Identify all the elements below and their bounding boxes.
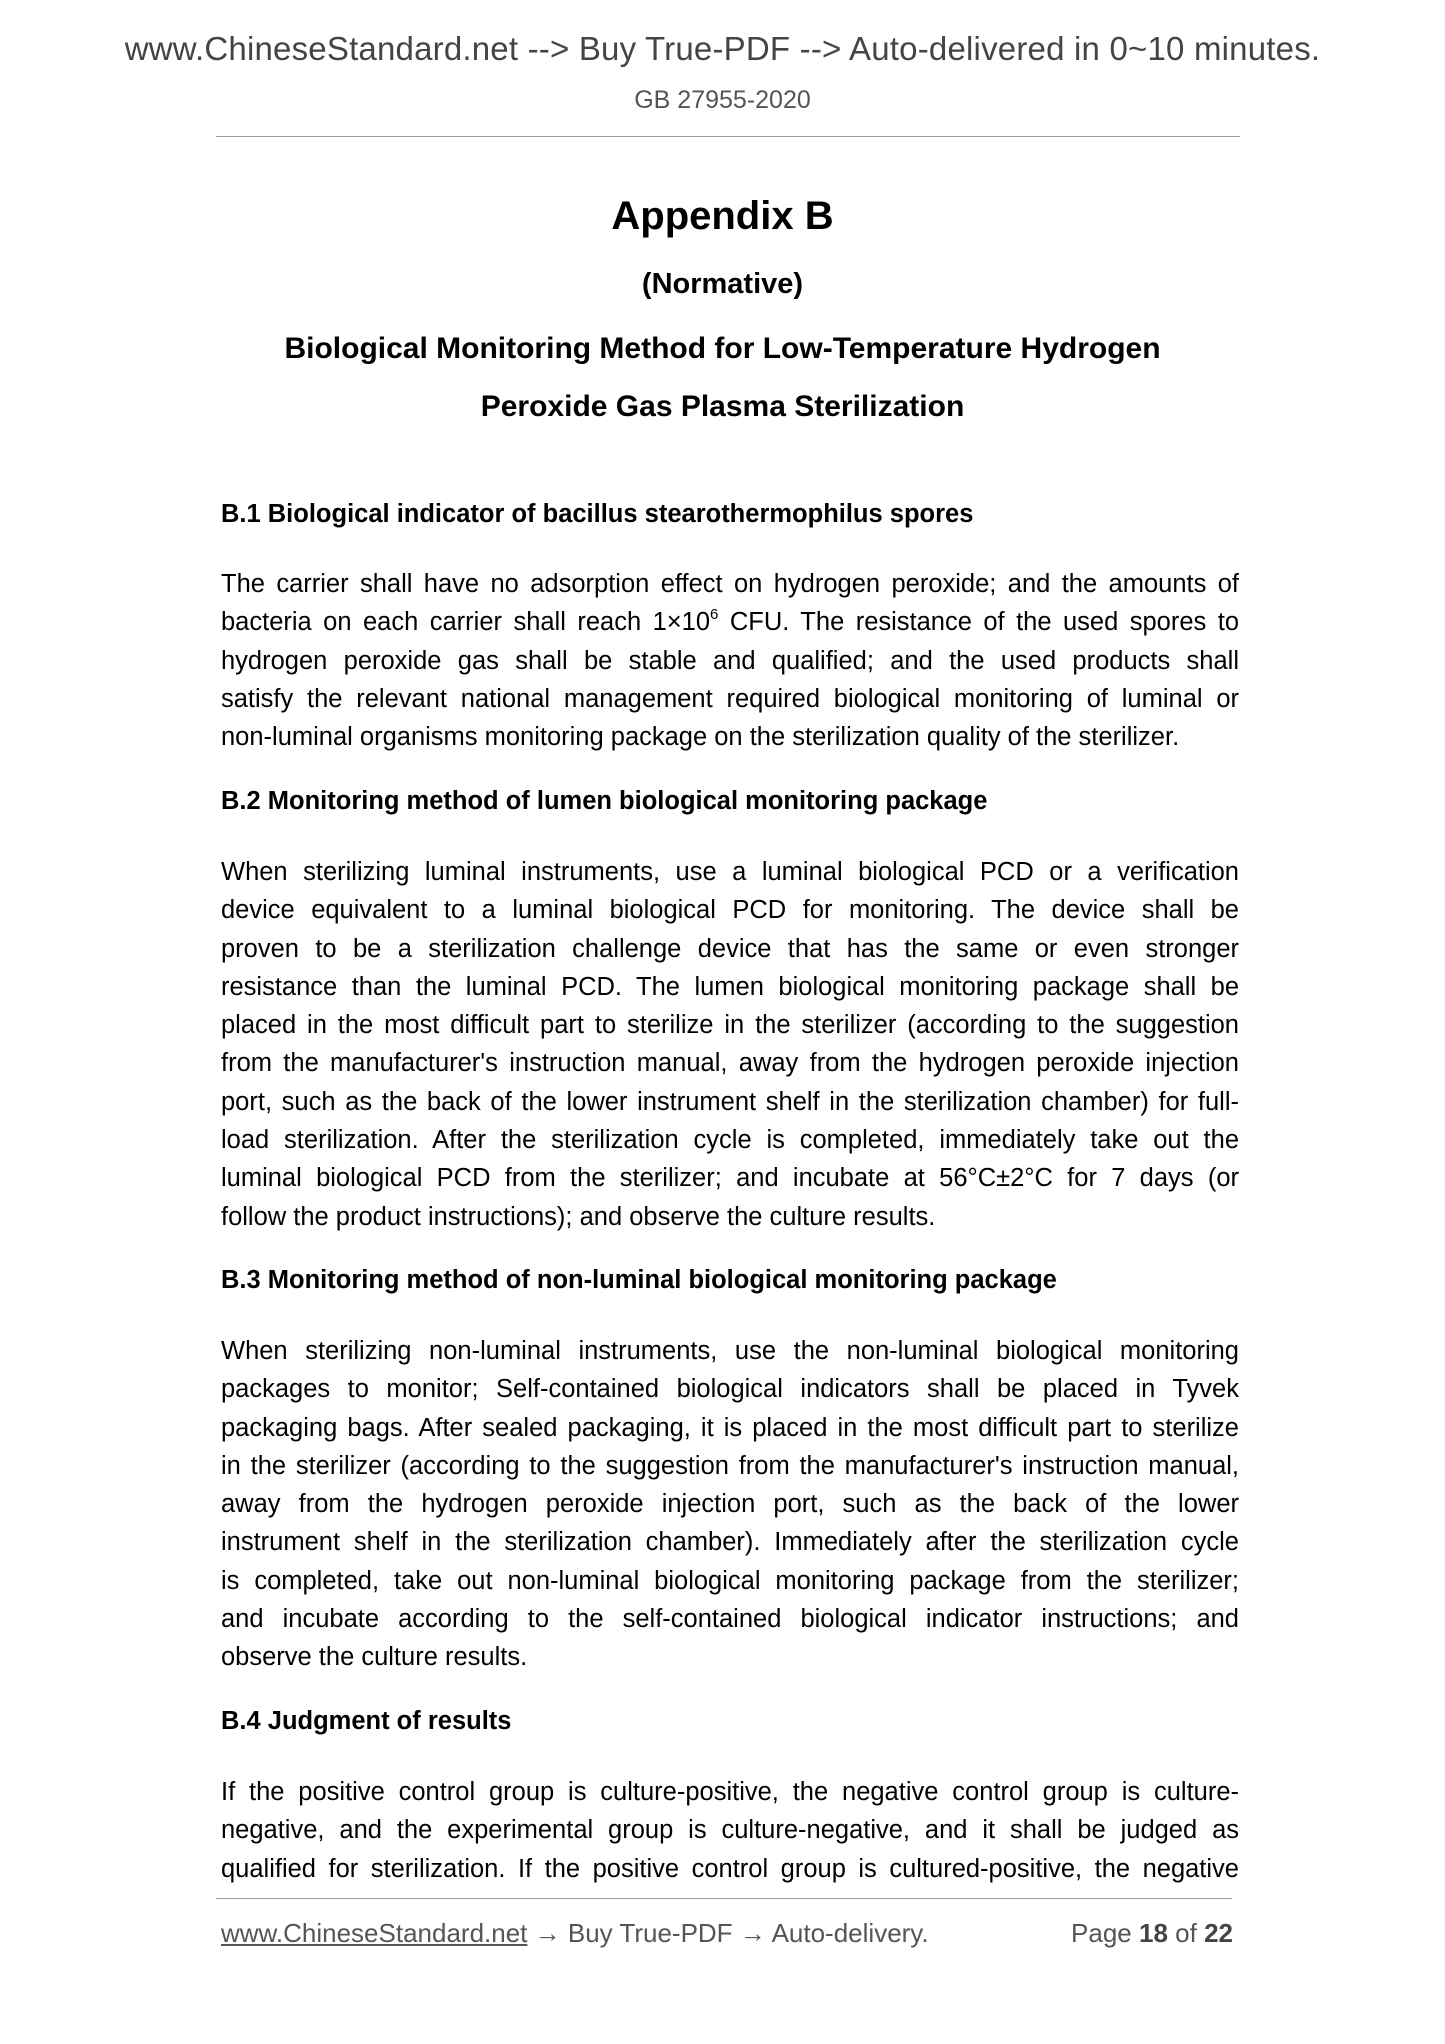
section-b1-body	[221, 565, 1239, 756]
appendix-main-title-line-2: Peroxide Gas Plasma Sterilization	[480, 390, 965, 423]
body-line: placed in the most difficult part to sterilize in the sterilizer (according to the suggestion	[221, 1011, 1239, 1040]
site-banner[interactable]: www.ChineseStandard.net --> Buy True-PDF --> Auto-delivered in 0~10 minutes.	[124, 30, 1321, 67]
body-line: When sterilizing luminal instruments, use a luminal biological PCD or a verification	[221, 858, 1239, 886]
body-line: If the positive control group is culture-positive, the negative control group is culture-	[221, 1778, 1239, 1806]
body-line: load sterilization. After the sterilization cycle is completed, immediately take out the	[221, 1126, 1239, 1155]
body-line: packages to monitor; Self-contained biological indicators shall be placed in Tyvek	[221, 1375, 1239, 1404]
body-line: in the sterilizer (according to the suggestion from the manufacturer's instruction manual,	[221, 1451, 1239, 1480]
body-line: non-luminal organisms monitoring package on the sterilization quality of the sterilizer.	[221, 723, 1180, 752]
section-b2-heading: B.2 Monitoring method of lumen biological monitoring package	[221, 787, 988, 815]
standard-code: GB 27955-2020	[634, 86, 811, 114]
page-indicator	[1071, 1918, 1233, 1949]
page-label: Page	[1071, 1918, 1132, 1948]
page-footer	[221, 1918, 1233, 1949]
exponent-superscript: 6	[710, 605, 719, 623]
appendix-main-title-line-1: Biological Monitoring Method for Low-Temperature Hydrogen	[284, 332, 1161, 365]
appendix-subtitle: (Normative)	[641, 268, 804, 300]
footer-site-link[interactable]: www.ChineseStandard.net	[221, 1918, 528, 1948]
body-line: negative, and the experimental group is culture-negative, and it shall be judged as	[221, 1816, 1239, 1845]
body-text-segment: bacteria on each carrier shall reach 1×10	[221, 608, 711, 637]
body-line: qualified for sterilization. If the positive control group is cultured-positive, the negative	[221, 1854, 1239, 1883]
appendix-title: Appendix B	[611, 194, 834, 238]
page-number: 18	[1139, 1918, 1168, 1948]
body-line: device equivalent to a luminal biological PCD for monitoring. The device shall be	[221, 896, 1239, 925]
body-line: luminal biological PCD from the sterilizer; and incubate at 56°C±2°C for 7 days (or	[221, 1164, 1239, 1193]
appendix-main-title	[0, 320, 1445, 436]
body-line: packaging bags. After sealed packaging, it is placed in the most difficult part to sterilize	[221, 1413, 1239, 1442]
section-b4-body	[221, 1773, 1239, 1888]
body-line: follow the product instructions); and observe the culture results.	[221, 1202, 936, 1231]
body-line: resistance than the luminal PCD. The lumen biological monitoring package shall be	[221, 972, 1239, 1001]
body-line: The carrier shall have no adsorption effect on hydrogen peroxide; and the amounts of	[221, 570, 1239, 598]
footer-divider	[216, 1898, 1232, 1899]
body-line: When sterilizing non-luminal instruments, use the non-luminal biological monitoring	[221, 1337, 1239, 1365]
body-line: away from the hydrogen peroxide injection port, such as the back of the lower	[221, 1490, 1239, 1519]
section-b3-body	[221, 1332, 1239, 1677]
page-total: 22	[1204, 1918, 1233, 1948]
body-line: is completed, take out non-luminal biological monitoring package from the sterilizer;	[221, 1566, 1239, 1595]
body-line: hydrogen peroxide gas shall be stable and qualified; and the used products shall	[221, 646, 1239, 675]
body-text-segment: CFU. The resistance of the used spores to	[718, 608, 1240, 637]
body-line: from the manufacturer's instruction manual, away from the hydrogen peroxide injection	[221, 1049, 1239, 1078]
header-divider	[216, 136, 1240, 137]
body-line-with-superscript	[221, 603, 1239, 641]
body-line: instrument shelf in the sterilization chamber). Immediately after the sterilization cycle	[221, 1528, 1239, 1557]
body-line: observe the culture results.	[221, 1643, 528, 1672]
body-line: satisfy the relevant national management required biological monitoring of luminal or	[221, 684, 1239, 713]
body-line: proven to be a sterilization challenge device that has the same or even stronger	[221, 934, 1239, 963]
of-label: of	[1175, 1918, 1197, 1948]
section-b2-body	[221, 853, 1239, 1236]
footer-buy-text: → Buy True-PDF → Auto-delivery.	[527, 1918, 929, 1948]
section-b4-heading: B.4 Judgment of results	[221, 1707, 512, 1735]
section-b1-heading: B.1 Biological indicator of bacillus stearothermophilus spores	[221, 500, 974, 528]
body-line: port, such as the back of the lower instrument shelf in the sterilization chamber) for full-	[221, 1087, 1239, 1116]
body-line: and incubate according to the self-contained biological indicator instructions; and	[221, 1605, 1239, 1634]
section-b3-heading: B.3 Monitoring method of non-luminal biological monitoring package	[221, 1266, 1057, 1294]
